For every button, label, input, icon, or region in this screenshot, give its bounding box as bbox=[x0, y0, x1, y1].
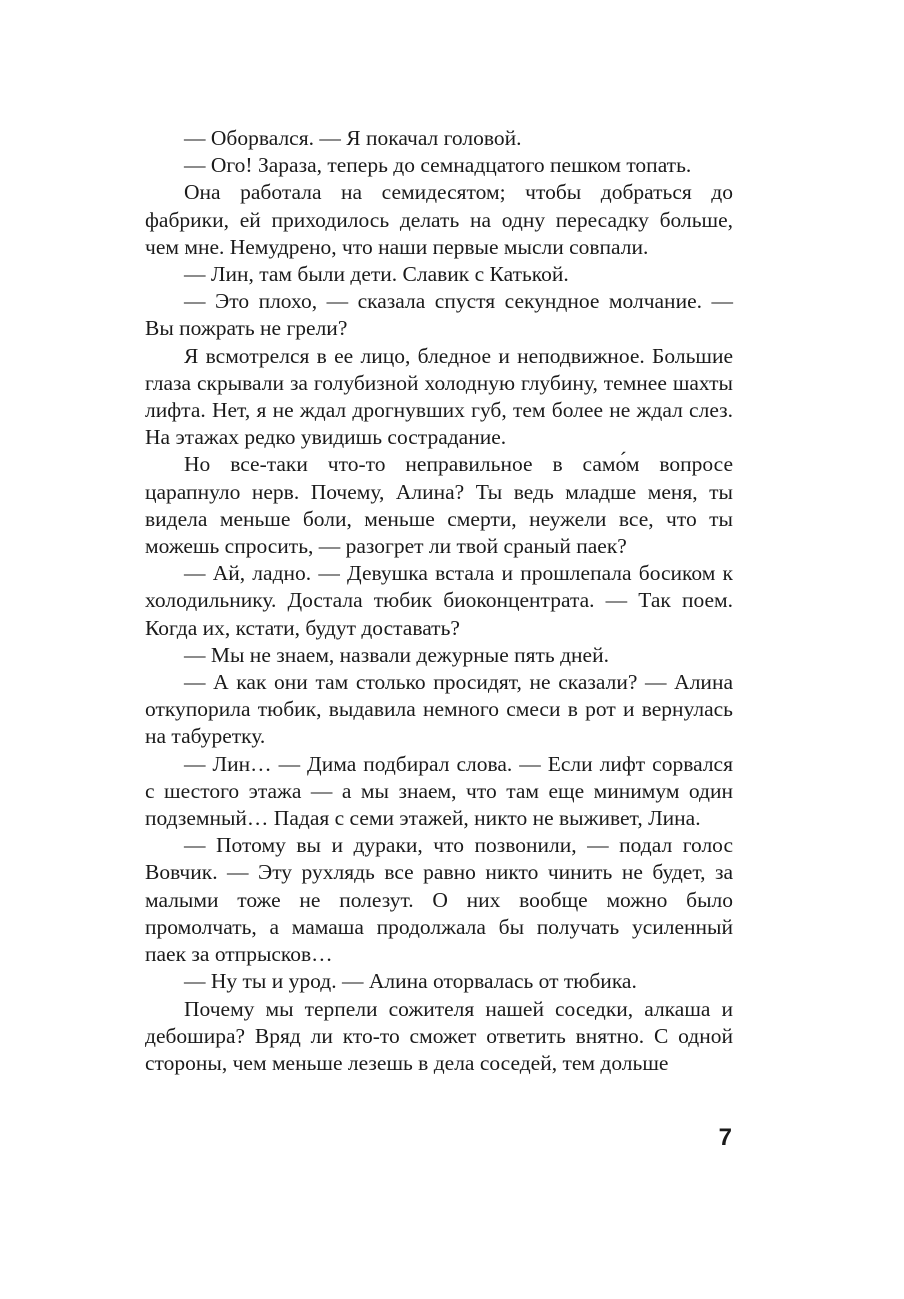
body-text bbox=[145, 125, 733, 1077]
paragraph: Почему мы терпели сожителя нашей соседки, алкаша и дебошира? Вряд ли кто-то сможет ответить внятно. С одной стороны, чем меньше лезешь в дела соседей, тем дольше bbox=[145, 996, 733, 1075]
paragraph: — Лин… — Дима подбирал слова. — Если лифт сорвался с шестого этажа — а мы знаем, что там еще минимум один подземный… Падая с семи этажей, никто не выживет, Лина. bbox=[145, 751, 733, 831]
paragraph: — Ну ты и урод. — Алина оторвалась от тюбика. bbox=[184, 969, 637, 994]
paragraph: — Оборвался. — Я покачал головой. bbox=[184, 126, 522, 150]
paragraph: Но все-таки что-то неправильное в само́м вопросе царапнуло нерв. Почему, Алина? Ты ведь младше меня, ты видела меньше боли, меньше смерти, неужели все, что ты можешь спросить, — разогрет ли твой сраный паек? bbox=[145, 452, 733, 559]
paragraph: Я всмотрелся в ее лицо, бледное и неподвижное. Большие глаза скрывали за голубизной холодную глубину, темнее шахты лифта. Нет, я не ждал дрогнувших губ, тем более не ждал слез. На этажах редко увидишь сострадание. bbox=[145, 343, 733, 450]
paragraph: — Потому вы и дураки, что позвонили, — подал голос Вовчик. — Эту рухлядь все равно никто чинить не будет, за малыми тоже не полезут. О них вообще можно было промолчать, а мамаша продолжала бы получать усиленный паек за отпрысков… bbox=[145, 833, 733, 967]
paragraph: — Мы не знаем, назвали дежурные пять дней. bbox=[184, 642, 609, 667]
paragraph: — Лин, там были дети. Славик с Катькой. bbox=[184, 262, 569, 287]
paragraph: — А как они там столько просидят, не сказали? — Алина откупорила тюбик, выдавила немного смеси в рот и вернулась на табуретку. bbox=[145, 670, 733, 749]
paragraph: — Это плохо, — сказала спустя секундное молчание. — Вы пожрать не грели? bbox=[145, 289, 733, 341]
page-number: 7 bbox=[718, 1124, 732, 1151]
paragraph: — Ай, ладно. — Девушка встала и прошлепала босиком к холодильнику. Достала тюбик биоконцентрата. — Так поем. Когда их, кстати, будут доставать? bbox=[145, 561, 733, 640]
paragraph: — Ого! Зараза, теперь до семнадцатого пешком топать. bbox=[184, 153, 692, 178]
paragraph: Она работала на семидесятом; чтобы добраться до фабрики, ей приходилось делать на одну пересадку больше, чем мне. Немудрено, что наши первые мысли совпали. bbox=[145, 180, 733, 259]
